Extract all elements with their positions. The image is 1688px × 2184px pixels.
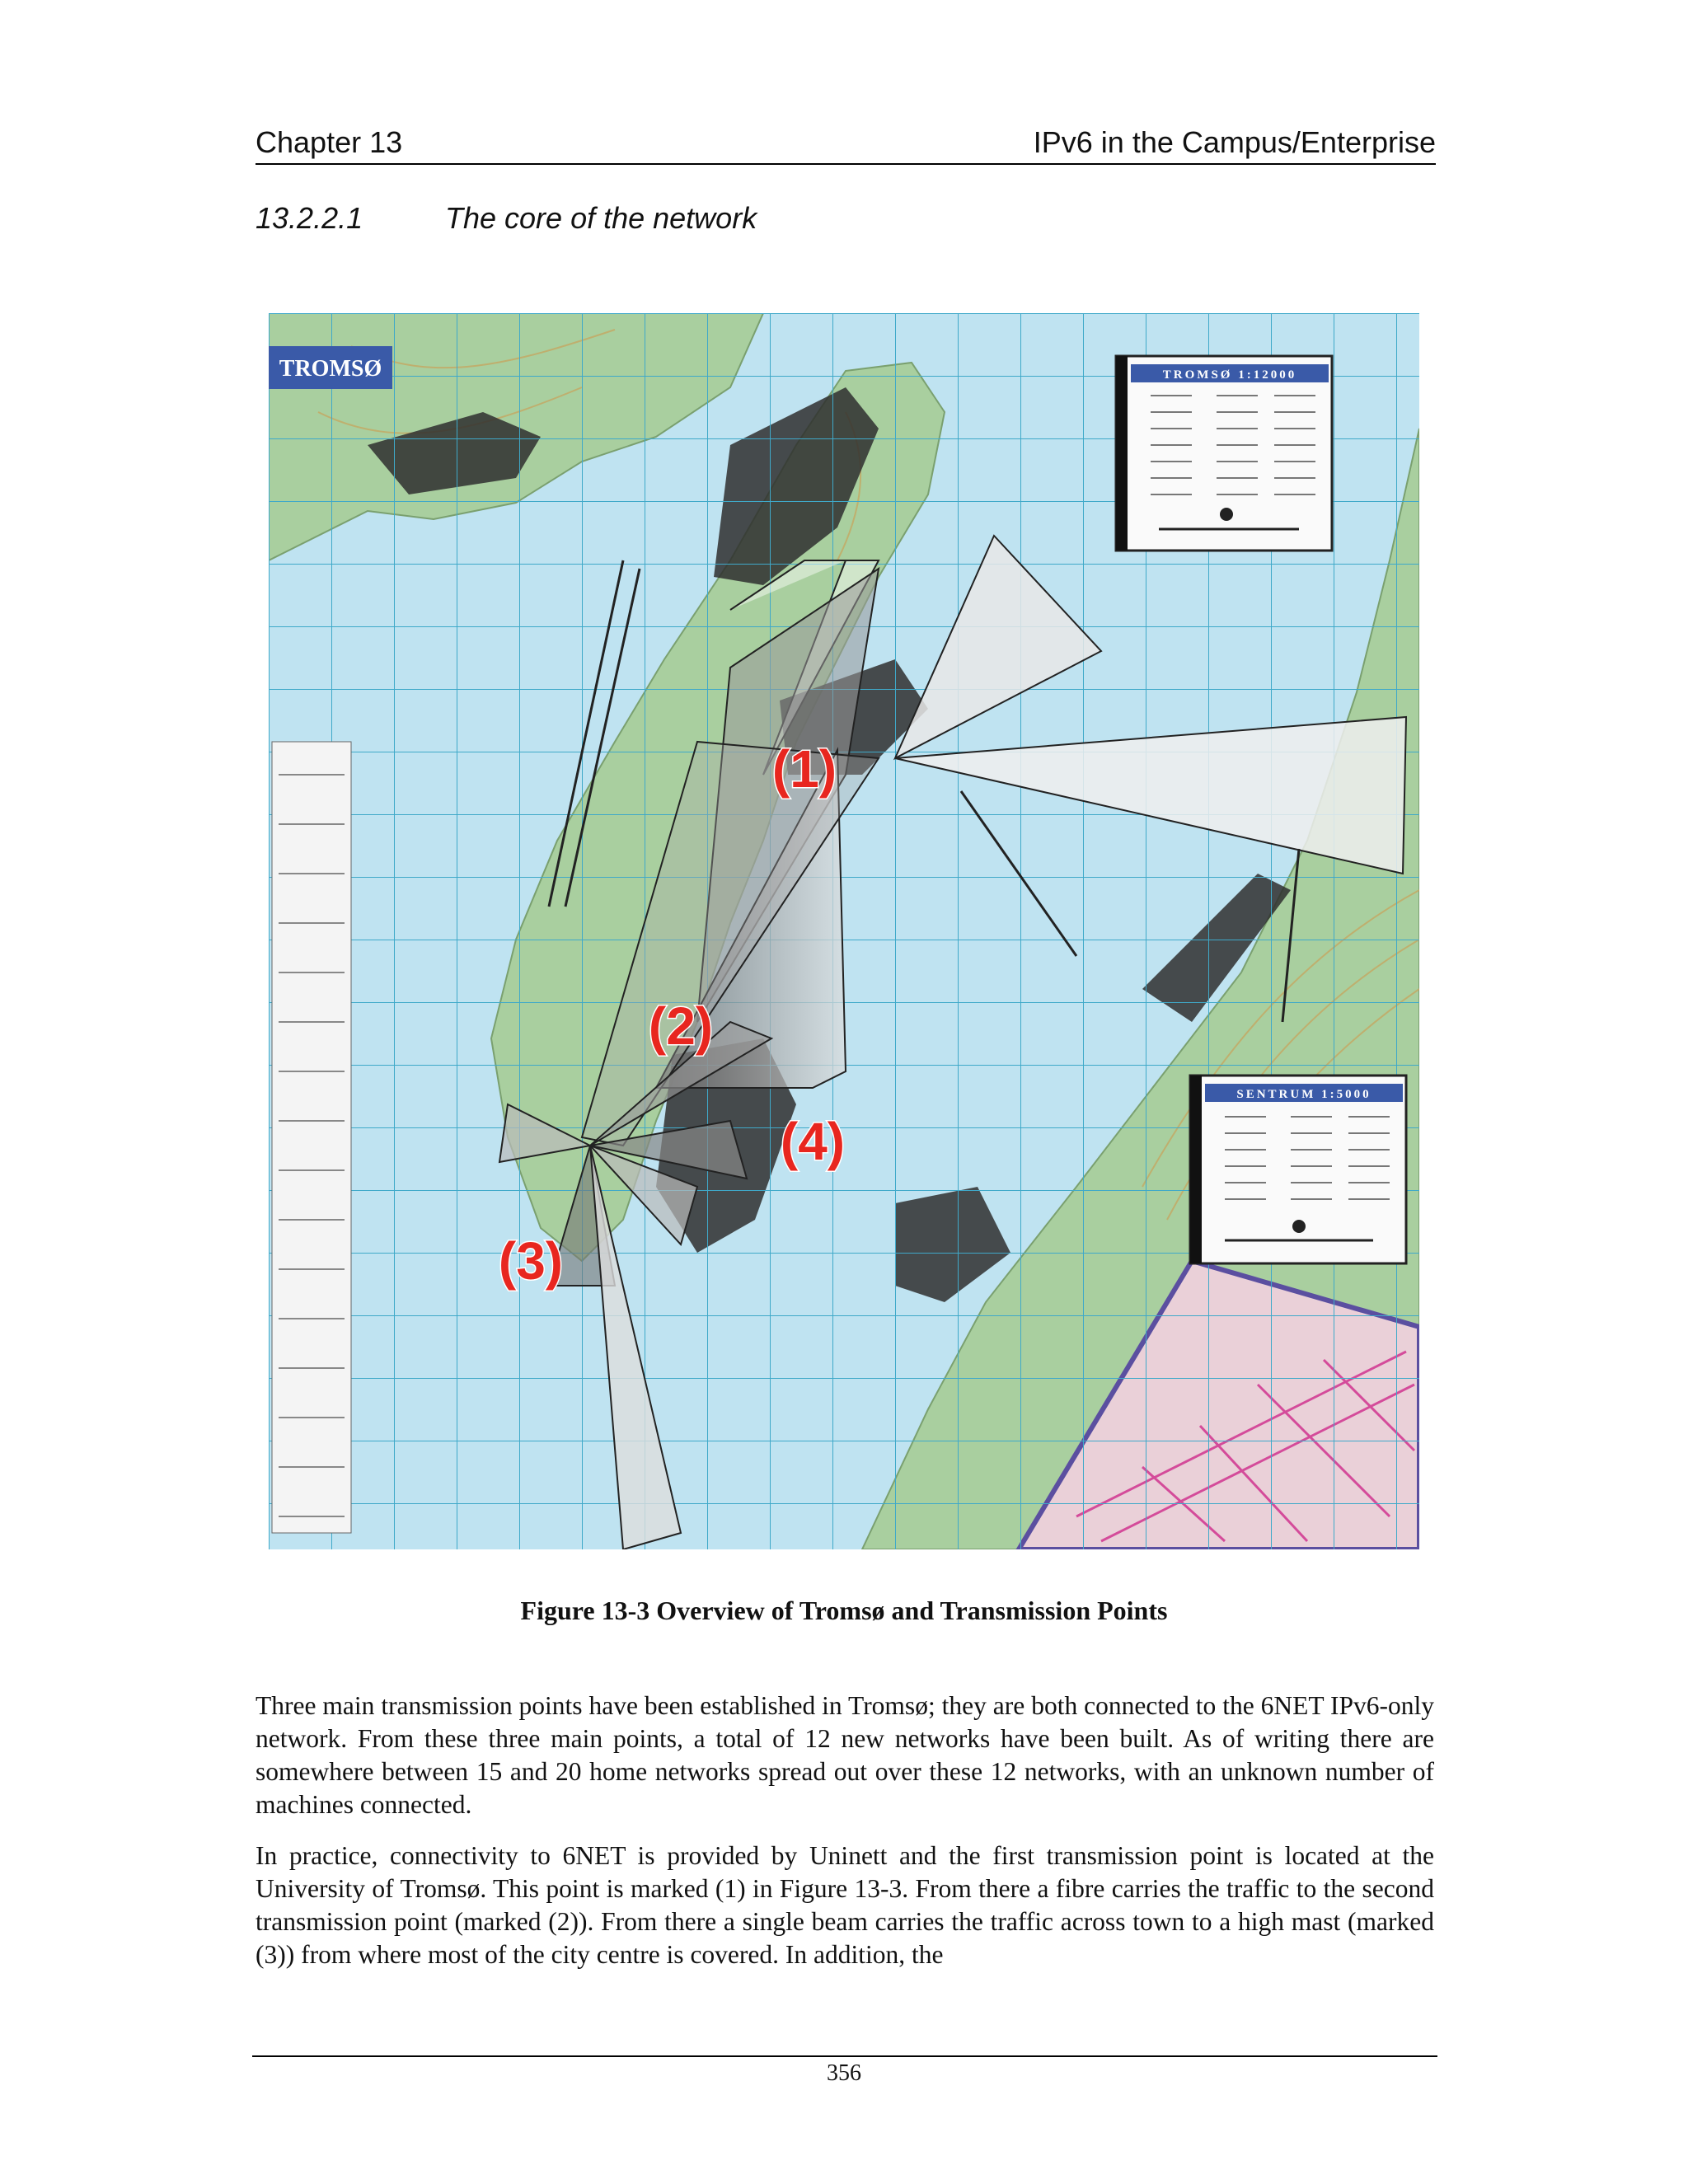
street-index bbox=[272, 742, 351, 1533]
legend-sentrum bbox=[1190, 1076, 1406, 1263]
footer-rule bbox=[252, 2055, 1437, 2057]
marker-4: (4) bbox=[780, 1112, 846, 1171]
section-heading bbox=[256, 201, 757, 236]
section-number: 13.2.2.1 bbox=[256, 201, 363, 235]
figure-caption: Figure 13-3 Overview of Tromsø and Transmission Points bbox=[520, 1596, 1168, 1625]
map-title-text: TROMSØ bbox=[279, 356, 382, 382]
running-header bbox=[256, 124, 1436, 165]
marker-1: (1) bbox=[771, 739, 837, 799]
marker-2: (2) bbox=[648, 996, 714, 1056]
chapter-title: IPv6 in the Campus/Enterprise bbox=[1033, 125, 1436, 159]
paragraph-1: Three main transmission points have been established in Tromsø; they are both connected to the 6NET IPv6-only network. From these three main points, a total of 12 new networks have been built. As of writing there are somewhere between 15 and 20 home networks spread out over these 12 networks, with an unknown number of machines connected. bbox=[256, 1691, 1434, 1819]
paragraph-2: In practice, connectivity to 6NET is provided by Uninett and the first transmission point is located at the University of Tromsø. This point is marked (1) in Figure 13-3. From there a fibre carries the traffic to the second transmission point (marked (2)). From there a single beam carries the traffic across town to a high mast (marked (3)) from where most of the city centre is covered. In addition, the bbox=[256, 1841, 1434, 1969]
section-title: The core of the network bbox=[445, 201, 757, 235]
legend-tromso-title: TROMSØ 1:12000 bbox=[1162, 368, 1297, 382]
tromso-map-figure bbox=[269, 313, 1419, 1549]
legend-tromso bbox=[1116, 356, 1332, 551]
marker-3: (3) bbox=[498, 1231, 564, 1291]
legend-sentrum-title: SENTRUM 1:5000 bbox=[1236, 1088, 1372, 1101]
chapter-label: Chapter 13 bbox=[256, 125, 403, 159]
page-number: 356 bbox=[827, 2060, 861, 2086]
